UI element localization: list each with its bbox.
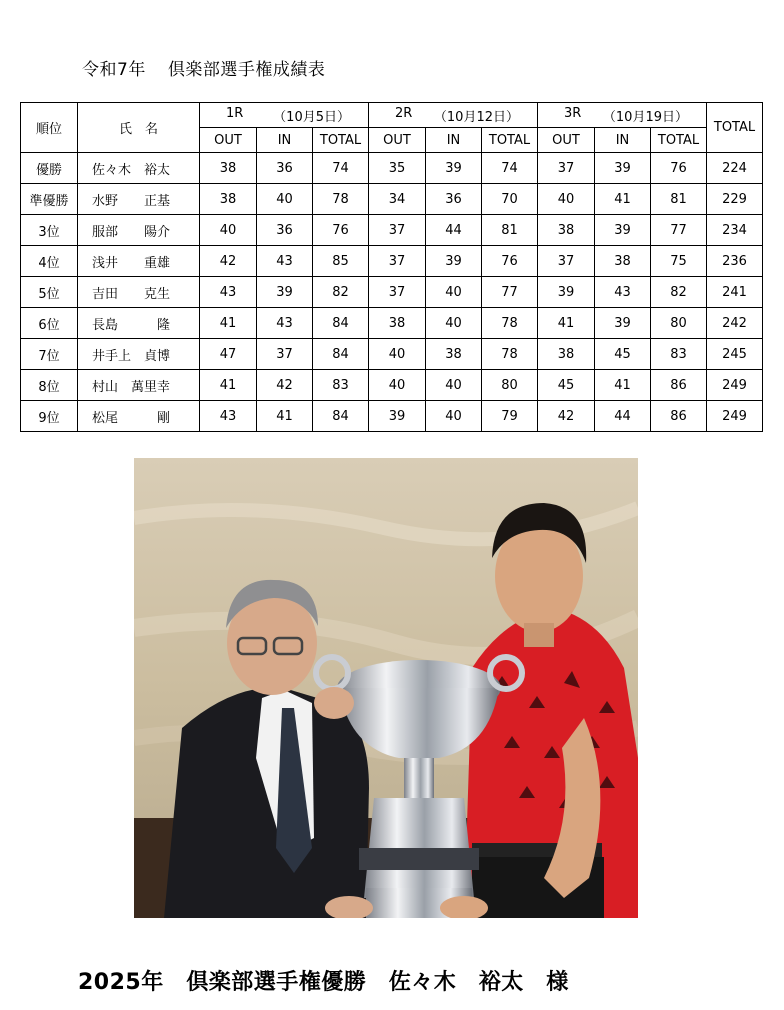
in-score-cell: 40 [426, 277, 482, 308]
in-score-cell: 40 [426, 308, 482, 339]
in-score-cell: 39 [595, 153, 651, 184]
round-total-cell: 74 [482, 153, 538, 184]
round-total-cell: 78 [313, 184, 369, 215]
round-total-cell: 78 [482, 339, 538, 370]
in-score-cell: 38 [595, 246, 651, 277]
header-round-2 [369, 103, 538, 128]
out-score-cell: 41 [200, 308, 257, 339]
in-score-cell: 37 [257, 339, 313, 370]
header-out: OUT [369, 128, 426, 153]
round-total-cell: 74 [313, 153, 369, 184]
in-score-cell: 43 [595, 277, 651, 308]
page-title [82, 55, 325, 80]
round-1-date: （10月5日） [273, 109, 350, 125]
header-in: IN [426, 128, 482, 153]
title-era: 令和7年 [82, 60, 146, 80]
round-2-label: 2R [395, 105, 413, 121]
in-score-cell: 43 [257, 246, 313, 277]
name-cell: 浅井 重雄 [78, 246, 200, 277]
round-total-cell: 83 [313, 370, 369, 401]
results-table [20, 102, 763, 432]
round-total-cell: 81 [651, 184, 707, 215]
rank-cell: 5位 [21, 277, 78, 308]
round-total-cell: 77 [651, 215, 707, 246]
grand-total-cell: 236 [707, 246, 763, 277]
in-score-cell: 39 [595, 215, 651, 246]
out-score-cell: 37 [538, 246, 595, 277]
out-score-cell: 37 [369, 215, 426, 246]
header-in: IN [595, 128, 651, 153]
in-score-cell: 41 [595, 184, 651, 215]
rank-cell: 8位 [21, 370, 78, 401]
out-score-cell: 39 [538, 277, 595, 308]
name-cell: 服部 陽介 [78, 215, 200, 246]
out-score-cell: 41 [538, 308, 595, 339]
out-score-cell: 37 [369, 277, 426, 308]
in-score-cell: 40 [257, 184, 313, 215]
grand-total-cell: 249 [707, 401, 763, 432]
table-row [21, 308, 763, 339]
in-score-cell: 41 [595, 370, 651, 401]
header-out: OUT [538, 128, 595, 153]
photo-illustration [134, 458, 638, 918]
table-row [21, 401, 763, 432]
in-score-cell: 38 [426, 339, 482, 370]
rank-cell: 9位 [21, 401, 78, 432]
out-score-cell: 38 [369, 308, 426, 339]
grand-total-cell: 229 [707, 184, 763, 215]
grand-total-cell: 242 [707, 308, 763, 339]
round-total-cell: 84 [313, 339, 369, 370]
name-cell: 佐々木 裕太 [78, 153, 200, 184]
out-score-cell: 37 [369, 246, 426, 277]
header-rank: 順位 [21, 103, 78, 153]
table-row [21, 184, 763, 215]
in-score-cell: 39 [426, 246, 482, 277]
out-score-cell: 42 [200, 246, 257, 277]
in-score-cell: 36 [257, 215, 313, 246]
out-score-cell: 43 [200, 277, 257, 308]
in-score-cell: 36 [257, 153, 313, 184]
out-score-cell: 40 [369, 370, 426, 401]
name-cell: 水野 正基 [78, 184, 200, 215]
title-text: 倶楽部選手権成績表 [167, 60, 326, 80]
out-score-cell: 47 [200, 339, 257, 370]
award-photo [134, 458, 638, 918]
out-score-cell: 38 [538, 339, 595, 370]
round-3-label: 3R [564, 105, 582, 121]
in-score-cell: 43 [257, 308, 313, 339]
round-1-label: 1R [226, 105, 244, 121]
round-total-cell: 84 [313, 401, 369, 432]
round-total-cell: 78 [482, 308, 538, 339]
name-cell: 井手上 貞博 [78, 339, 200, 370]
out-score-cell: 45 [538, 370, 595, 401]
round-total-cell: 81 [482, 215, 538, 246]
out-score-cell: 40 [538, 184, 595, 215]
in-score-cell: 36 [426, 184, 482, 215]
in-score-cell: 40 [426, 401, 482, 432]
round-total-cell: 82 [651, 277, 707, 308]
rank-cell: 4位 [21, 246, 78, 277]
round-total-cell: 80 [482, 370, 538, 401]
in-score-cell: 44 [595, 401, 651, 432]
in-score-cell: 40 [426, 370, 482, 401]
round-total-cell: 85 [313, 246, 369, 277]
out-score-cell: 40 [200, 215, 257, 246]
round-total-cell: 80 [651, 308, 707, 339]
in-score-cell: 39 [595, 308, 651, 339]
round-total-cell: 86 [651, 401, 707, 432]
photo-caption: 2025年 倶楽部選手権優勝 佐々木 裕太 様 [78, 970, 569, 995]
out-score-cell: 38 [200, 184, 257, 215]
in-score-cell: 45 [595, 339, 651, 370]
in-score-cell: 39 [426, 153, 482, 184]
grand-total-cell: 249 [707, 370, 763, 401]
out-score-cell: 41 [200, 370, 257, 401]
name-cell: 長島 隆 [78, 308, 200, 339]
table-row [21, 246, 763, 277]
round-total-cell: 86 [651, 370, 707, 401]
header-in: IN [257, 128, 313, 153]
table-row [21, 370, 763, 401]
header-round-total: TOTAL [651, 128, 707, 153]
in-score-cell: 42 [257, 370, 313, 401]
out-score-cell: 39 [369, 401, 426, 432]
table-row [21, 339, 763, 370]
rank-cell: 優勝 [21, 153, 78, 184]
rank-cell: 6位 [21, 308, 78, 339]
round-total-cell: 77 [482, 277, 538, 308]
grand-total-cell: 234 [707, 215, 763, 246]
out-score-cell: 34 [369, 184, 426, 215]
header-round-1 [200, 103, 369, 128]
table-row [21, 215, 763, 246]
header-round-total: TOTAL [482, 128, 538, 153]
results-body [21, 153, 763, 432]
in-score-cell: 41 [257, 401, 313, 432]
out-score-cell: 42 [538, 401, 595, 432]
grand-total-cell: 245 [707, 339, 763, 370]
out-score-cell: 38 [200, 153, 257, 184]
round-total-cell: 70 [482, 184, 538, 215]
in-score-cell: 39 [257, 277, 313, 308]
round-total-cell: 75 [651, 246, 707, 277]
round-total-cell: 76 [482, 246, 538, 277]
round-total-cell: 82 [313, 277, 369, 308]
header-name: 氏 名 [78, 103, 200, 153]
round-2-date: （10月12日） [433, 109, 519, 125]
name-cell: 吉田 克生 [78, 277, 200, 308]
header-round-total: TOTAL [313, 128, 369, 153]
name-cell: 村山 萬里幸 [78, 370, 200, 401]
header-round-3 [538, 103, 707, 128]
round-total-cell: 76 [651, 153, 707, 184]
table-row [21, 153, 763, 184]
round-total-cell: 84 [313, 308, 369, 339]
out-score-cell: 37 [538, 153, 595, 184]
rank-cell: 7位 [21, 339, 78, 370]
header-out: OUT [200, 128, 257, 153]
rank-cell: 準優勝 [21, 184, 78, 215]
round-total-cell: 83 [651, 339, 707, 370]
grand-total-cell: 241 [707, 277, 763, 308]
name-cell: 松尾 剛 [78, 401, 200, 432]
out-score-cell: 38 [538, 215, 595, 246]
round-total-cell: 79 [482, 401, 538, 432]
in-score-cell: 44 [426, 215, 482, 246]
round-total-cell: 76 [313, 215, 369, 246]
table-row [21, 277, 763, 308]
header-total: TOTAL [707, 103, 763, 153]
round-3-date: （10月19日） [602, 109, 688, 125]
out-score-cell: 40 [369, 339, 426, 370]
out-score-cell: 43 [200, 401, 257, 432]
rank-cell: 3位 [21, 215, 78, 246]
out-score-cell: 35 [369, 153, 426, 184]
grand-total-cell: 224 [707, 153, 763, 184]
